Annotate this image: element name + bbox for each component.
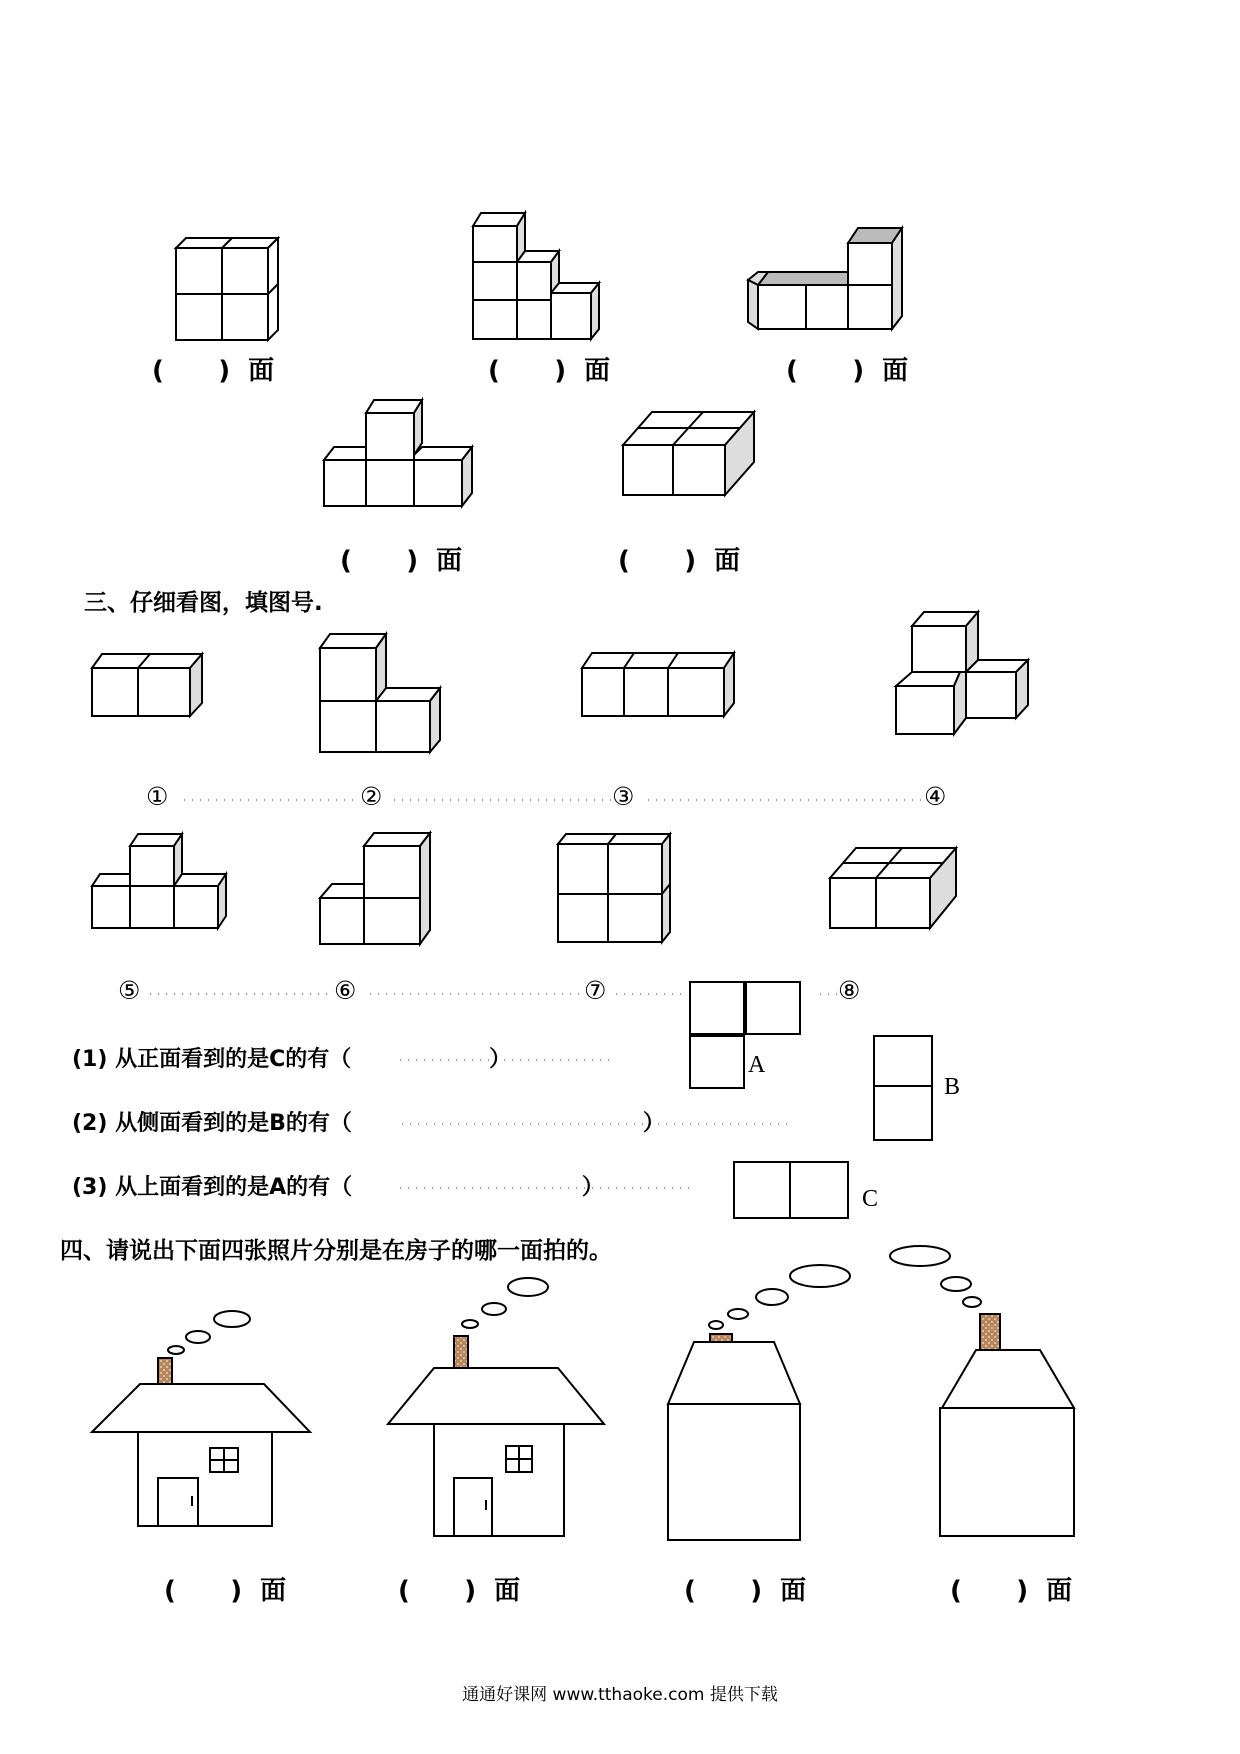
view-c-shape xyxy=(734,1162,848,1218)
house-blank-4[interactable]: ( ) 面 xyxy=(950,1576,1073,1606)
house-blank-2[interactable]: ( ) 面 xyxy=(398,1576,521,1606)
figure-number-7: ⑦ xyxy=(584,976,607,1005)
figure-t-shape xyxy=(324,400,472,506)
question-1[interactable]: (1) 从正面看到的是C的有（ ） xyxy=(72,1047,512,1072)
figure-5 xyxy=(92,834,226,928)
figure-3 xyxy=(582,653,734,716)
view-a-shape xyxy=(690,982,800,1088)
figure-7 xyxy=(558,834,670,942)
figure-1 xyxy=(92,654,202,716)
answer-blank-4[interactable]: ( ) 面 xyxy=(340,546,463,576)
figure-2x2-block xyxy=(176,238,278,340)
view-label-a: A xyxy=(748,1052,766,1078)
answer-blank-5[interactable]: ( ) 面 xyxy=(618,546,741,576)
answer-blank-1[interactable]: ( ) 面 xyxy=(152,356,275,386)
house-blank-1[interactable]: ( ) 面 xyxy=(164,1576,287,1606)
figure-2 xyxy=(320,634,440,752)
answer-blank-3[interactable]: ( ) 面 xyxy=(786,356,909,386)
figure-number-3: ③ xyxy=(612,782,635,811)
figure-number-4: ④ xyxy=(924,782,947,811)
figure-flat-block xyxy=(623,412,754,495)
figure-number-5: ⑤ xyxy=(118,976,141,1005)
house-2 xyxy=(388,1278,604,1536)
answer-blank-2[interactable]: ( ) 面 xyxy=(488,356,611,386)
view-label-b: B xyxy=(944,1074,961,1100)
house-4 xyxy=(890,1246,1074,1536)
figure-8 xyxy=(830,848,956,928)
section-4-title: 四、请说出下面四张照片分别是在房子的哪一面拍的。 xyxy=(60,1238,612,1264)
figure-number-6: ⑥ xyxy=(334,976,357,1005)
house-blank-3[interactable]: ( ) 面 xyxy=(684,1576,807,1606)
figure-number-1: ① xyxy=(146,782,169,811)
house-3 xyxy=(668,1265,850,1540)
question-2[interactable]: (2) 从侧面看到的是B的有（ ） xyxy=(72,1111,665,1136)
figure-staircase xyxy=(473,213,599,339)
question-3[interactable]: (3) 从上面看到的是A的有（ ） xyxy=(72,1175,604,1200)
figure-number-2: ② xyxy=(360,782,383,811)
figure-number-8: ⑧ xyxy=(838,976,861,1005)
footer-credit: 通通好课网 www.tthaoke.com 提供下载 xyxy=(462,1685,778,1705)
view-b-shape xyxy=(874,1036,932,1140)
figure-6 xyxy=(320,833,430,944)
house-1 xyxy=(92,1311,310,1526)
figure-4 xyxy=(896,612,1028,734)
figure-l-shape xyxy=(748,228,902,329)
section-3-title: 三、仔细看图，填图号. xyxy=(84,590,323,616)
view-label-c: C xyxy=(862,1186,879,1212)
